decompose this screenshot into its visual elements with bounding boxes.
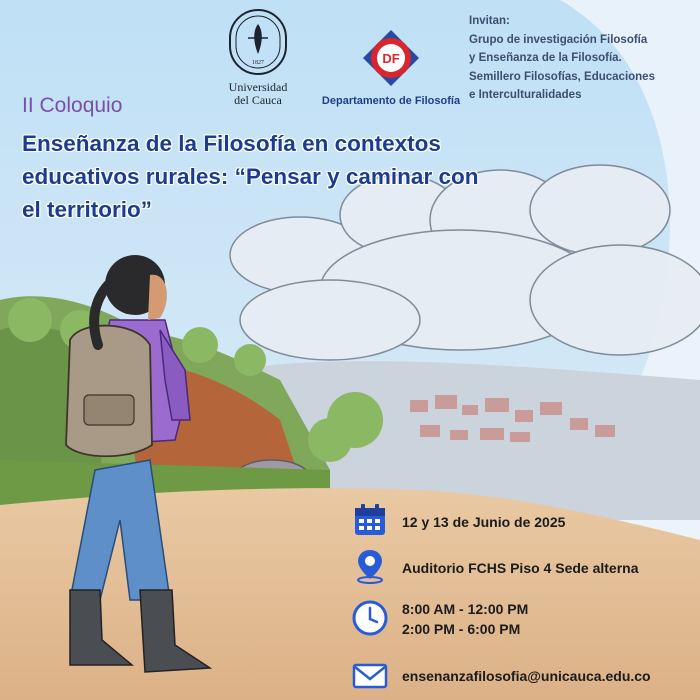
department-name: Departamento de Filosofía — [321, 95, 461, 107]
location-pin-icon — [352, 548, 388, 584]
event-title — [22, 127, 522, 226]
department-monogram: DF — [382, 51, 400, 66]
clock-icon — [352, 600, 388, 636]
invite-line: y Enseñanza de la Filosofía. — [469, 52, 622, 64]
university-logo — [218, 8, 298, 107]
university-seal-icon — [226, 8, 290, 76]
event-email[interactable]: ensenanzafilosofia@unicauca.edu.co — [402, 668, 651, 684]
event-time-afternoon: 2:00 PM - 6:00 PM — [402, 621, 521, 637]
event-place: Auditorio FCHS Piso 4 Sede alterna — [402, 560, 639, 576]
university-name-line2: del Cauca — [234, 93, 282, 107]
event-details — [330, 496, 700, 700]
calendar-icon — [352, 502, 388, 538]
invite-line: e Interculturalidades — [469, 89, 582, 101]
event-time-morning: 8:00 AM - 12:00 PM — [402, 601, 529, 617]
envelope-icon — [352, 658, 388, 694]
invite-line: Grupo de investigación Filosofía — [469, 33, 648, 46]
invite-heading: Invitan: — [469, 15, 510, 27]
event-series: II Coloquio — [22, 94, 123, 117]
event-title-line: el territorio” — [22, 197, 153, 222]
event-title-line: educativos rurales: “Pensar y caminar con — [22, 164, 479, 189]
invite-line: Semillero Filosofías, Educaciones — [469, 70, 655, 83]
seal-year: 1827 — [252, 60, 264, 66]
department-emblem-icon — [359, 28, 423, 88]
invite-block — [469, 12, 697, 105]
event-date: 12 y 13 de Junio de 2025 — [402, 514, 566, 530]
event-title-line: Enseñanza de la Filosofía en contextos — [22, 131, 441, 156]
department-logo — [316, 28, 466, 107]
university-name-line1: Universidad — [228, 80, 288, 94]
